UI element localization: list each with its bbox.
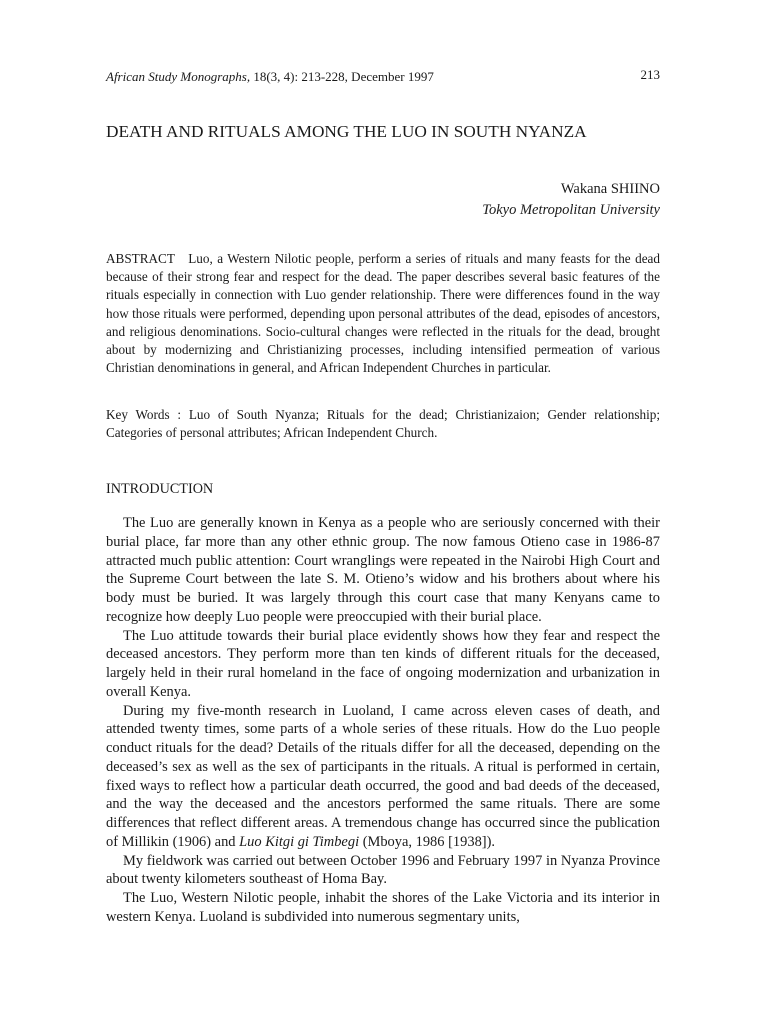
introduction-body: [106, 514, 660, 927]
paragraph-1: The Luo are generally known in Kenya as a people who are seriously concerned with their burial place, far more than any other ethnic group. The now famous Otieno case in 1986-87 attracted much public attention: Court wranglings were repeated in the Nairobi High Court and the Supreme Court between the late S. M. Otieno’s widow and his brothers about where his body must be buried. It was largely through this court case that many Kenyans came to recognize how deeply Luo people were preoccupied with their burial place.: [106, 515, 660, 625]
section-heading-introduction: INTRODUCTION: [106, 481, 214, 497]
author-name: Wakana SHIINO: [560, 181, 660, 197]
paper-title: DEATH AND RITUALS AMONG THE LUO IN SOUTH NYANZA: [106, 122, 587, 141]
paragraph-3-citation: (Mboya, 1986 [1938]).: [359, 833, 496, 850]
cited-book-title: Luo Kitgi gi Timbegi: [239, 833, 360, 850]
paragraph-3-text: During my five-month research in Luoland, I came across eleven cases of death, and attended twenty times, some parts of a whole series of these rituals. How do the Luo people conduct rituals for the dead? Details of the rituals differ for all the deceased, depending on the deceased’s sex as well as the sex of participants in the rituals. A ritual is performed in certain, fixed ways to reflect how a particular death occurred, the good and bad deeds of the deceased, and the way the deceased and the ancestors performed the same rituals. There are some differences that reflect different areas. A tremendous change has occurred since the publication of Millikin (1906) and: [106, 702, 660, 850]
journal-name: African Study Monographs,: [106, 69, 251, 84]
abstract-label: ABSTRACT: [106, 251, 175, 266]
author-block: [482, 179, 660, 221]
paragraph-2: The Luo attitude towards their burial place evidently shows how they fear and respect the deceased ancestors. They perform more than ten kinds of different rituals for the deceased, largely held in their rural homeland in the face of ongoing modernization and urbanization in overall Kenya.: [106, 627, 660, 700]
abstract-text: Luo, a Western Nilotic people, perform a series of rituals and many feasts for the dead because of their strong fear and respect for the dead. The paper describes several basic features of the rituals especially in connection with Luo gender relationship. There were differences found in the way how those rituals were performed, depending upon personal attributes of the dead, episodes of ancestors, and religious denominations. Socio-cultural changes were reflected in the rituals for the dead, brought about by modernizing and Christianizing processes, including intensified permeation of various Christian denominations in general, and African Independent Churches in particular.: [106, 251, 661, 376]
running-head: [106, 68, 434, 86]
paragraph-3: [106, 702, 660, 852]
keywords-label: Key Words :: [106, 407, 182, 422]
keywords: [106, 406, 660, 442]
journal-details: 18(3, 4): 213-228, December 1997: [250, 69, 434, 84]
paragraph-5: The Luo, Western Nilotic people, inhabit the shores of the Lake Victoria and its interior in western Kenya. Luoland is subdivided into numerous segmentary units,: [106, 890, 660, 925]
page-number: 213: [640, 67, 660, 82]
author-affiliation: Tokyo Metropolitan University: [482, 202, 660, 218]
keywords-text: Luo of South Nyanza; Rituals for the dead; Christianizaion; Gender relationship; Categories of personal attributes; African Independent Church.: [106, 407, 661, 441]
paragraph-4: My fieldwork was carried out between October 1996 and February 1997 in Nyanza Province about twenty kilometers southeast of Homa Bay.: [106, 852, 660, 888]
abstract: [106, 250, 660, 377]
